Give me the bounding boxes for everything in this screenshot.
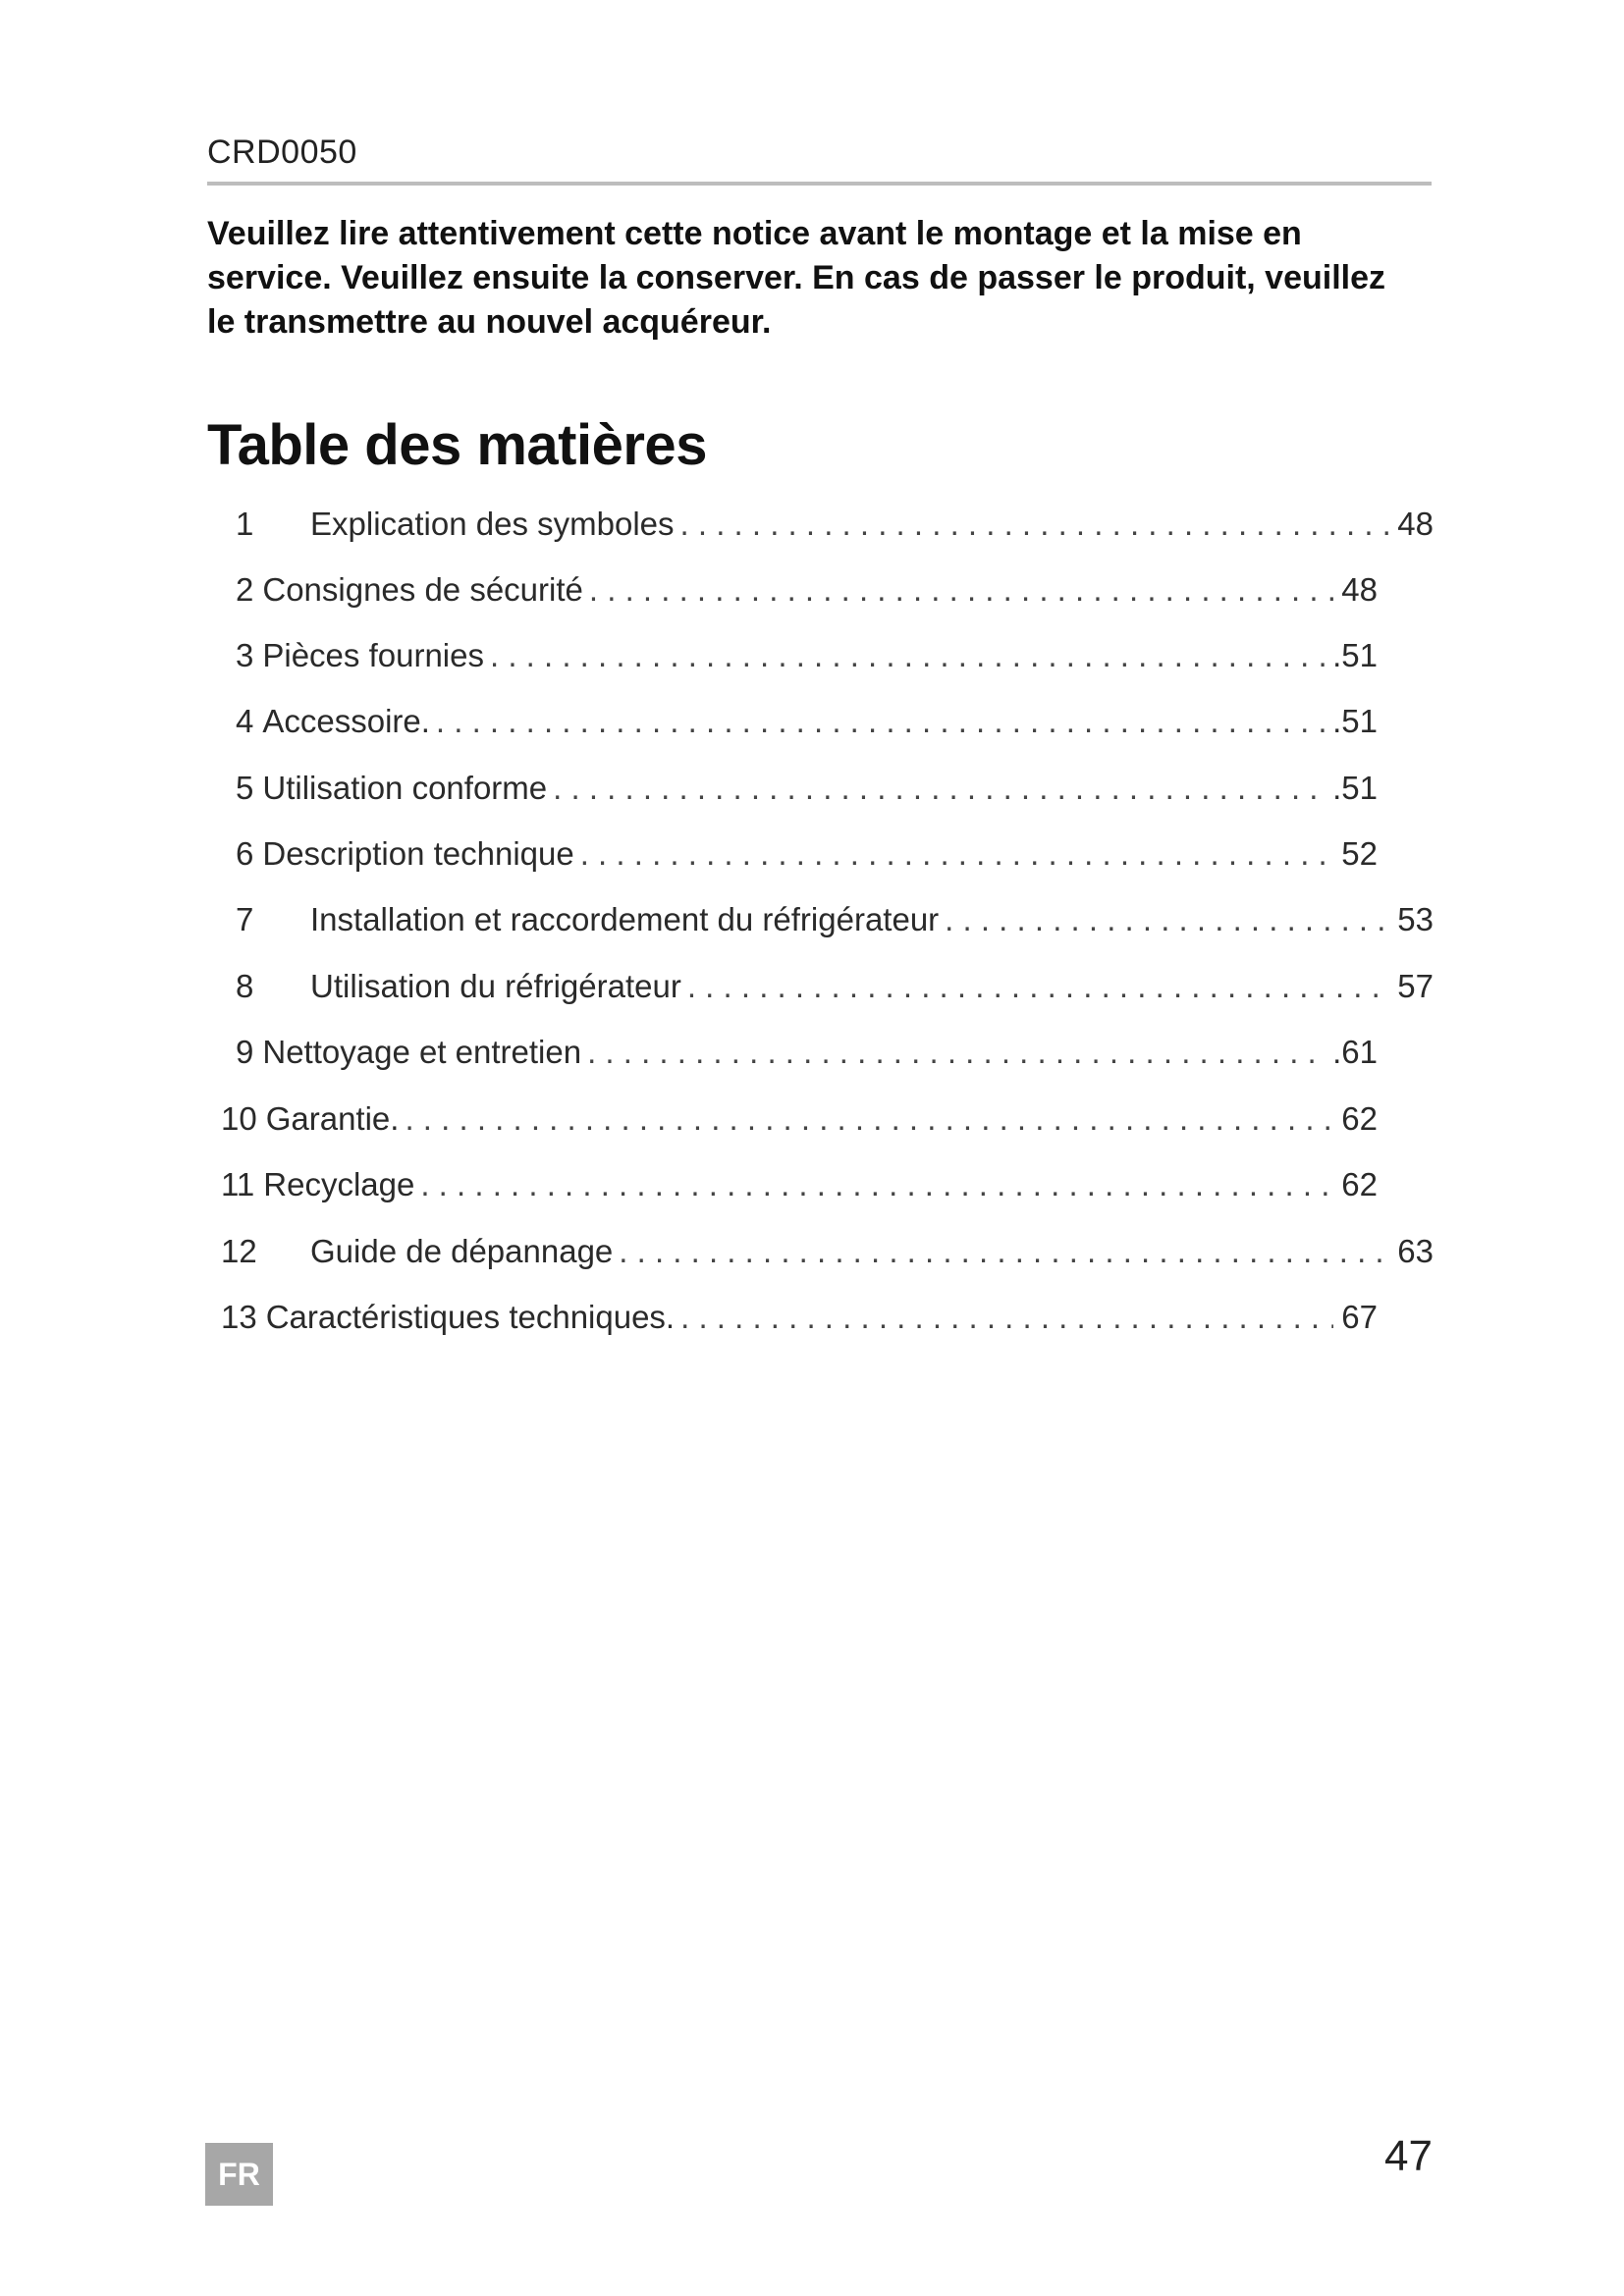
toc-page-number: 62 (1341, 1100, 1378, 1137)
toc-entry-6[interactable] (236, 835, 1378, 884)
toc-text: Consignes de sécurité (262, 571, 583, 608)
toc-page-number: .51 (1332, 770, 1378, 806)
document-code: CRD0050 (207, 133, 357, 171)
toc-number: 2 (236, 571, 254, 608)
toc-text: Installation et raccordement du réfrigérateur (310, 901, 940, 937)
toc-text: Utilisation conforme (262, 770, 548, 806)
toc-leader-dots (420, 1166, 1333, 1203)
toc-page-number: 63 (1397, 1233, 1434, 1269)
toc-number: 4 (236, 703, 254, 739)
toc-page-number: 53 (1397, 901, 1434, 937)
toc-number: 1 (236, 506, 254, 542)
toc-entry-1[interactable] (236, 506, 1434, 555)
toc-leader-dots (587, 1034, 1325, 1071)
toc-number: 9 (236, 1034, 254, 1070)
toc-entry-3[interactable] (236, 637, 1378, 686)
toc-text: Garantie. (265, 1100, 400, 1137)
intro-line: Veuillez lire attentivement cette notice avant le montage et la mise en (207, 215, 1302, 252)
toc-leader-dots (687, 968, 1389, 1005)
toc-entry-5[interactable] (236, 770, 1378, 819)
toc-leader-dots (436, 703, 1325, 740)
intro-line: le transmettre au nouvel acquéreur. (207, 303, 772, 341)
toc-text: Recyclage (263, 1166, 415, 1202)
toc-text: Description technique (262, 835, 574, 872)
toc-text: Caractéristiques techniques. (265, 1299, 676, 1335)
toc-entry-2[interactable] (236, 571, 1378, 620)
toc-entry-4[interactable] (236, 703, 1378, 752)
toc-leader-dots (553, 770, 1325, 807)
toc-leader-dots (405, 1100, 1333, 1138)
header-divider (207, 182, 1432, 186)
toc-page-number: 67 (1341, 1299, 1378, 1335)
toc-number: 12 (221, 1233, 257, 1269)
toc-entry-11[interactable] (221, 1166, 1378, 1215)
toc-page-number: 48 (1397, 506, 1434, 542)
toc-number: 13 (221, 1299, 257, 1335)
language-badge: FR (205, 2143, 273, 2206)
toc-leader-dots (680, 506, 1390, 543)
toc-text: Guide de dépannage (310, 1233, 614, 1269)
toc-text: Accessoire. (262, 703, 430, 739)
toc-entry-7[interactable] (236, 901, 1434, 950)
toc-title: Table des matières (207, 413, 707, 477)
toc-leader-dots (589, 571, 1333, 609)
toc-page-number: .51 (1332, 637, 1378, 673)
toc-number: 11 (221, 1166, 255, 1202)
toc-leader-dots (619, 1233, 1389, 1270)
toc-entry-10[interactable] (221, 1100, 1378, 1149)
toc-page-number: 62 (1341, 1166, 1378, 1202)
intro-line: service. Veuillez ensuite la conserver. En cas de passer le produit, veuillez (207, 259, 1386, 296)
toc-entry-9[interactable] (236, 1034, 1378, 1083)
toc-number: 5 (236, 770, 254, 806)
toc-entry-8[interactable] (236, 968, 1434, 1017)
toc-page-number: .51 (1332, 703, 1378, 739)
toc-number: 6 (236, 835, 254, 872)
toc-page-number: 52 (1341, 835, 1378, 872)
toc-leader-dots (680, 1299, 1333, 1336)
page-number: 47 (1384, 2132, 1433, 2180)
toc-page-number: .61 (1332, 1034, 1378, 1070)
toc-text: Explication des symboles (310, 506, 675, 542)
toc-text: Nettoyage et entretien (262, 1034, 582, 1070)
toc-number: 10 (221, 1100, 257, 1137)
toc-entry-13[interactable] (221, 1299, 1378, 1348)
intro-notice (207, 212, 1444, 345)
toc-leader-dots (945, 901, 1389, 938)
toc-text: Pièces fournies (262, 637, 484, 673)
toc-leader-dots (580, 835, 1334, 873)
toc-leader-dots (490, 637, 1325, 674)
toc-entry-12[interactable] (221, 1233, 1434, 1282)
toc-page-number: 48 (1341, 571, 1378, 608)
toc-number: 8 (236, 968, 254, 1004)
toc-number: 3 (236, 637, 254, 673)
toc-number: 7 (236, 901, 254, 937)
toc-text: Utilisation du réfrigérateur (310, 968, 681, 1004)
toc-page-number: 57 (1397, 968, 1434, 1004)
